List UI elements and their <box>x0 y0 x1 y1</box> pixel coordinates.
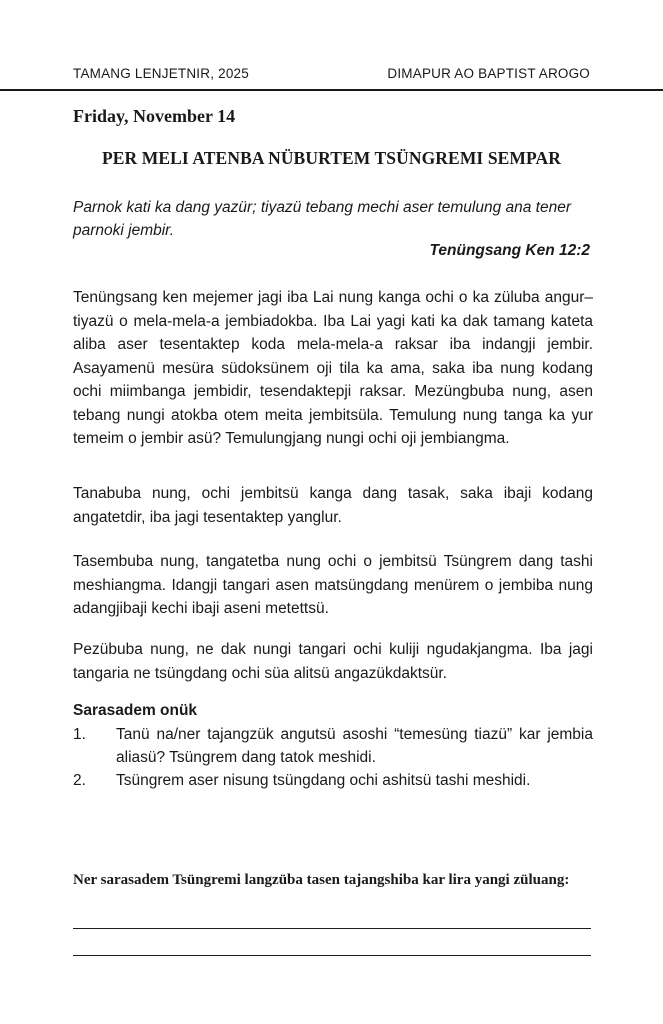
paragraph-1: Tenüngsang ken mejemer jagi iba Lai nung kanga ochi o ka züluba angur– tiyazü o mela-mela-a jembiadokba. Iba Lai yagi kati ka dak tamang kateta aliba aser tesentaktep koda mela-mela-a raksar iba indangji jembir. Asayamenü mesüra südoksünem oji tila ka ama, saka iba nung kodang ochi miimbanga jembidir, tesendaktepji raksar. Mezüngbuba nung, asen tebang nungi atokba otem meita jembitsüla. Temulung nung tanga ka yur temeim o jembir asü? Temulungjang nungi ochi oji jembiangma. <box>73 289 593 447</box>
reflection-prompt: Ner sarasadem Tsüngremi langzüba tasen tajangshiba kar lira yangi züluang: <box>73 872 570 888</box>
paragraph-2: Tanabuba nung, ochi jembitsü kanga dang tasak, saka ibaji kodang angatetdir, iba jagi tesentaktep yanglur. <box>73 485 593 526</box>
header-left: TAMANG LENJETNIR, 2025 <box>73 66 249 81</box>
paragraph-3: Tasembuba nung, tangatetba nung ochi o jembitsü Tsüngrem dang tashi meshiangma. Idangji tangari asen matsüngdang menürem o jembiba nung adangjibaji kechi ibaji aseni metettsü. <box>73 553 593 617</box>
questions-list <box>73 723 593 792</box>
page-date: Friday, November 14 <box>73 106 236 126</box>
running-header <box>73 66 590 81</box>
question-item <box>73 769 593 792</box>
question-text: Tsüngrem aser nisung tsüngdang ochi ashitsü tashi meshidi. <box>116 772 531 789</box>
page-title: PER MELI ATENBA NÜBURTEM TSÜNGREMI SEMPAR <box>101 148 562 168</box>
question-number: 2. <box>73 772 86 789</box>
header-rule <box>0 89 663 91</box>
verse-reference: Tenüngsang Ken 12:2 <box>429 242 590 259</box>
scripture-verse: Parnok kati ka dang yazür; tiyazü tebang mechi aser temulung ana tener parnoki jembir. <box>73 199 572 239</box>
paragraph-4: Pezübuba nung, ne dak nungi tangari ochi kuliji ngudakjangma. Iba jagi tangaria ne tsüngdang ochi süa alitsü angazükdaktsür. <box>73 641 593 682</box>
question-number: 1. <box>73 726 86 743</box>
header-right: DIMAPUR AO BAPTIST AROGO <box>387 66 590 81</box>
question-text: Tanü na/ner tajangzük angutsü asoshi “temesüng tiazü” kar jembia aliasü? Tsüngrem dang tatok meshidi. <box>116 726 593 766</box>
writing-line[interactable] <box>73 955 591 956</box>
question-item <box>73 723 593 769</box>
questions-heading: Sarasadem onük <box>73 702 198 719</box>
writing-line[interactable] <box>73 928 591 929</box>
